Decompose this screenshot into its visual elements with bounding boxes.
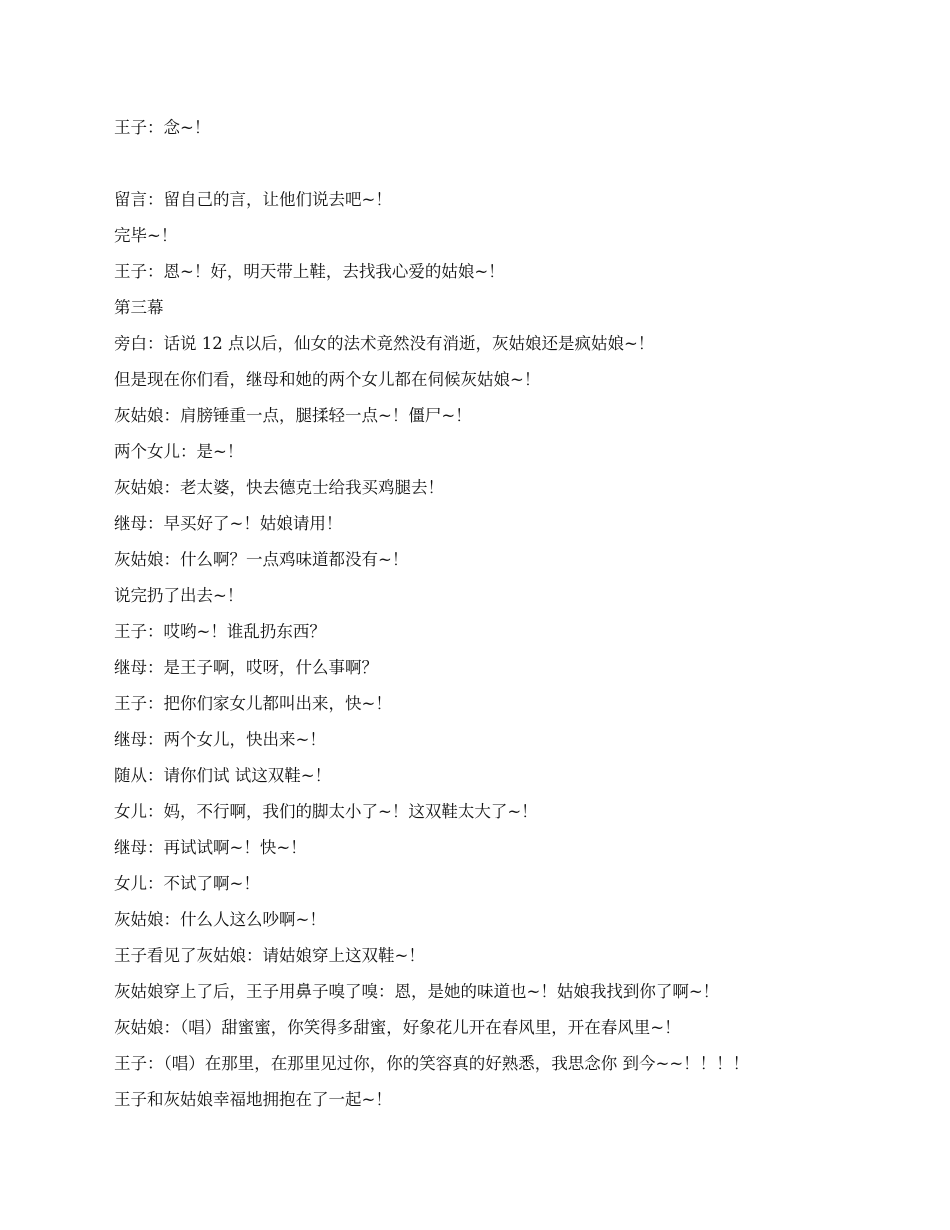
- text-line: 王子：（唱）在那里，在那里见过你，你的笑容真的好熟悉，我思念你 到今~~！！！！: [114, 1054, 750, 1073]
- text-line: 王子：念~！: [114, 118, 211, 137]
- text-line: 继母：是王子啊，哎呀，什么事啊？: [114, 658, 378, 677]
- text-line: 但是现在你们看，继母和她的两个女儿都在伺候灰姑娘~！: [114, 370, 541, 389]
- text-line: 灰姑娘穿上了后，王子用鼻子嗅了嗅：恩，是她的味道也~！姑娘我找到你了啊~！: [114, 982, 720, 1001]
- text-line: 灰姑娘：什么啊？一点鸡味道都没有~！: [114, 550, 409, 569]
- text-line: 旁白：话说 12 点以后，仙女的法术竟然没有消逝，灰姑娘还是疯姑娘~！: [114, 334, 655, 353]
- text-line: 女儿：不试了啊~！: [114, 874, 260, 893]
- text-line: 王子和灰姑娘幸福地拥抱在了一起~！: [114, 1090, 392, 1109]
- blank-line: [114, 146, 914, 182]
- text-line: 两个女儿：是~！: [114, 442, 244, 461]
- text-line: 王子：把你们家女儿都叫出来，快~！: [114, 694, 392, 713]
- text-line: 王子：哎哟~！谁乱扔东西？: [114, 622, 326, 641]
- text-line: 继母：再试试啊~！快~！: [114, 838, 307, 857]
- text-line: 灰姑娘：（唱）甜蜜蜜，你笑得多甜蜜，好象花儿开在春风里，开在春风里~！: [114, 1018, 681, 1037]
- text-line: 灰姑娘：肩膀锤重一点，腿揉轻一点~！僵尸~！: [114, 406, 472, 425]
- text-line: 留言：留自己的言，让他们说去吧~！: [114, 190, 392, 209]
- text-line: 王子：恩~！好，明天带上鞋，去找我心爱的姑娘~！: [114, 262, 505, 281]
- text-line: 完毕~！: [114, 226, 178, 245]
- text-line: 继母：两个女儿，快出来~！: [114, 730, 326, 749]
- text-line: 女儿：妈，不行啊，我们的脚太小了~！这双鞋太大了~！: [114, 802, 538, 821]
- script-text: [114, 110, 914, 1118]
- text-line: 灰姑娘：老太婆，快去德克士给我买鸡腿去！: [114, 478, 444, 497]
- text-line: 随从：请你们试 试这双鞋~！: [114, 766, 332, 785]
- text-line: 继母：早买好了~！姑娘请用！: [114, 514, 343, 533]
- text-line: 说完扔了出去~！: [114, 586, 244, 605]
- text-line: 王子看见了灰姑娘：请姑娘穿上这双鞋~！: [114, 946, 425, 965]
- scene-heading: 第三幕: [114, 298, 164, 317]
- text-line: 灰姑娘：什么人这么吵啊~！: [114, 910, 326, 929]
